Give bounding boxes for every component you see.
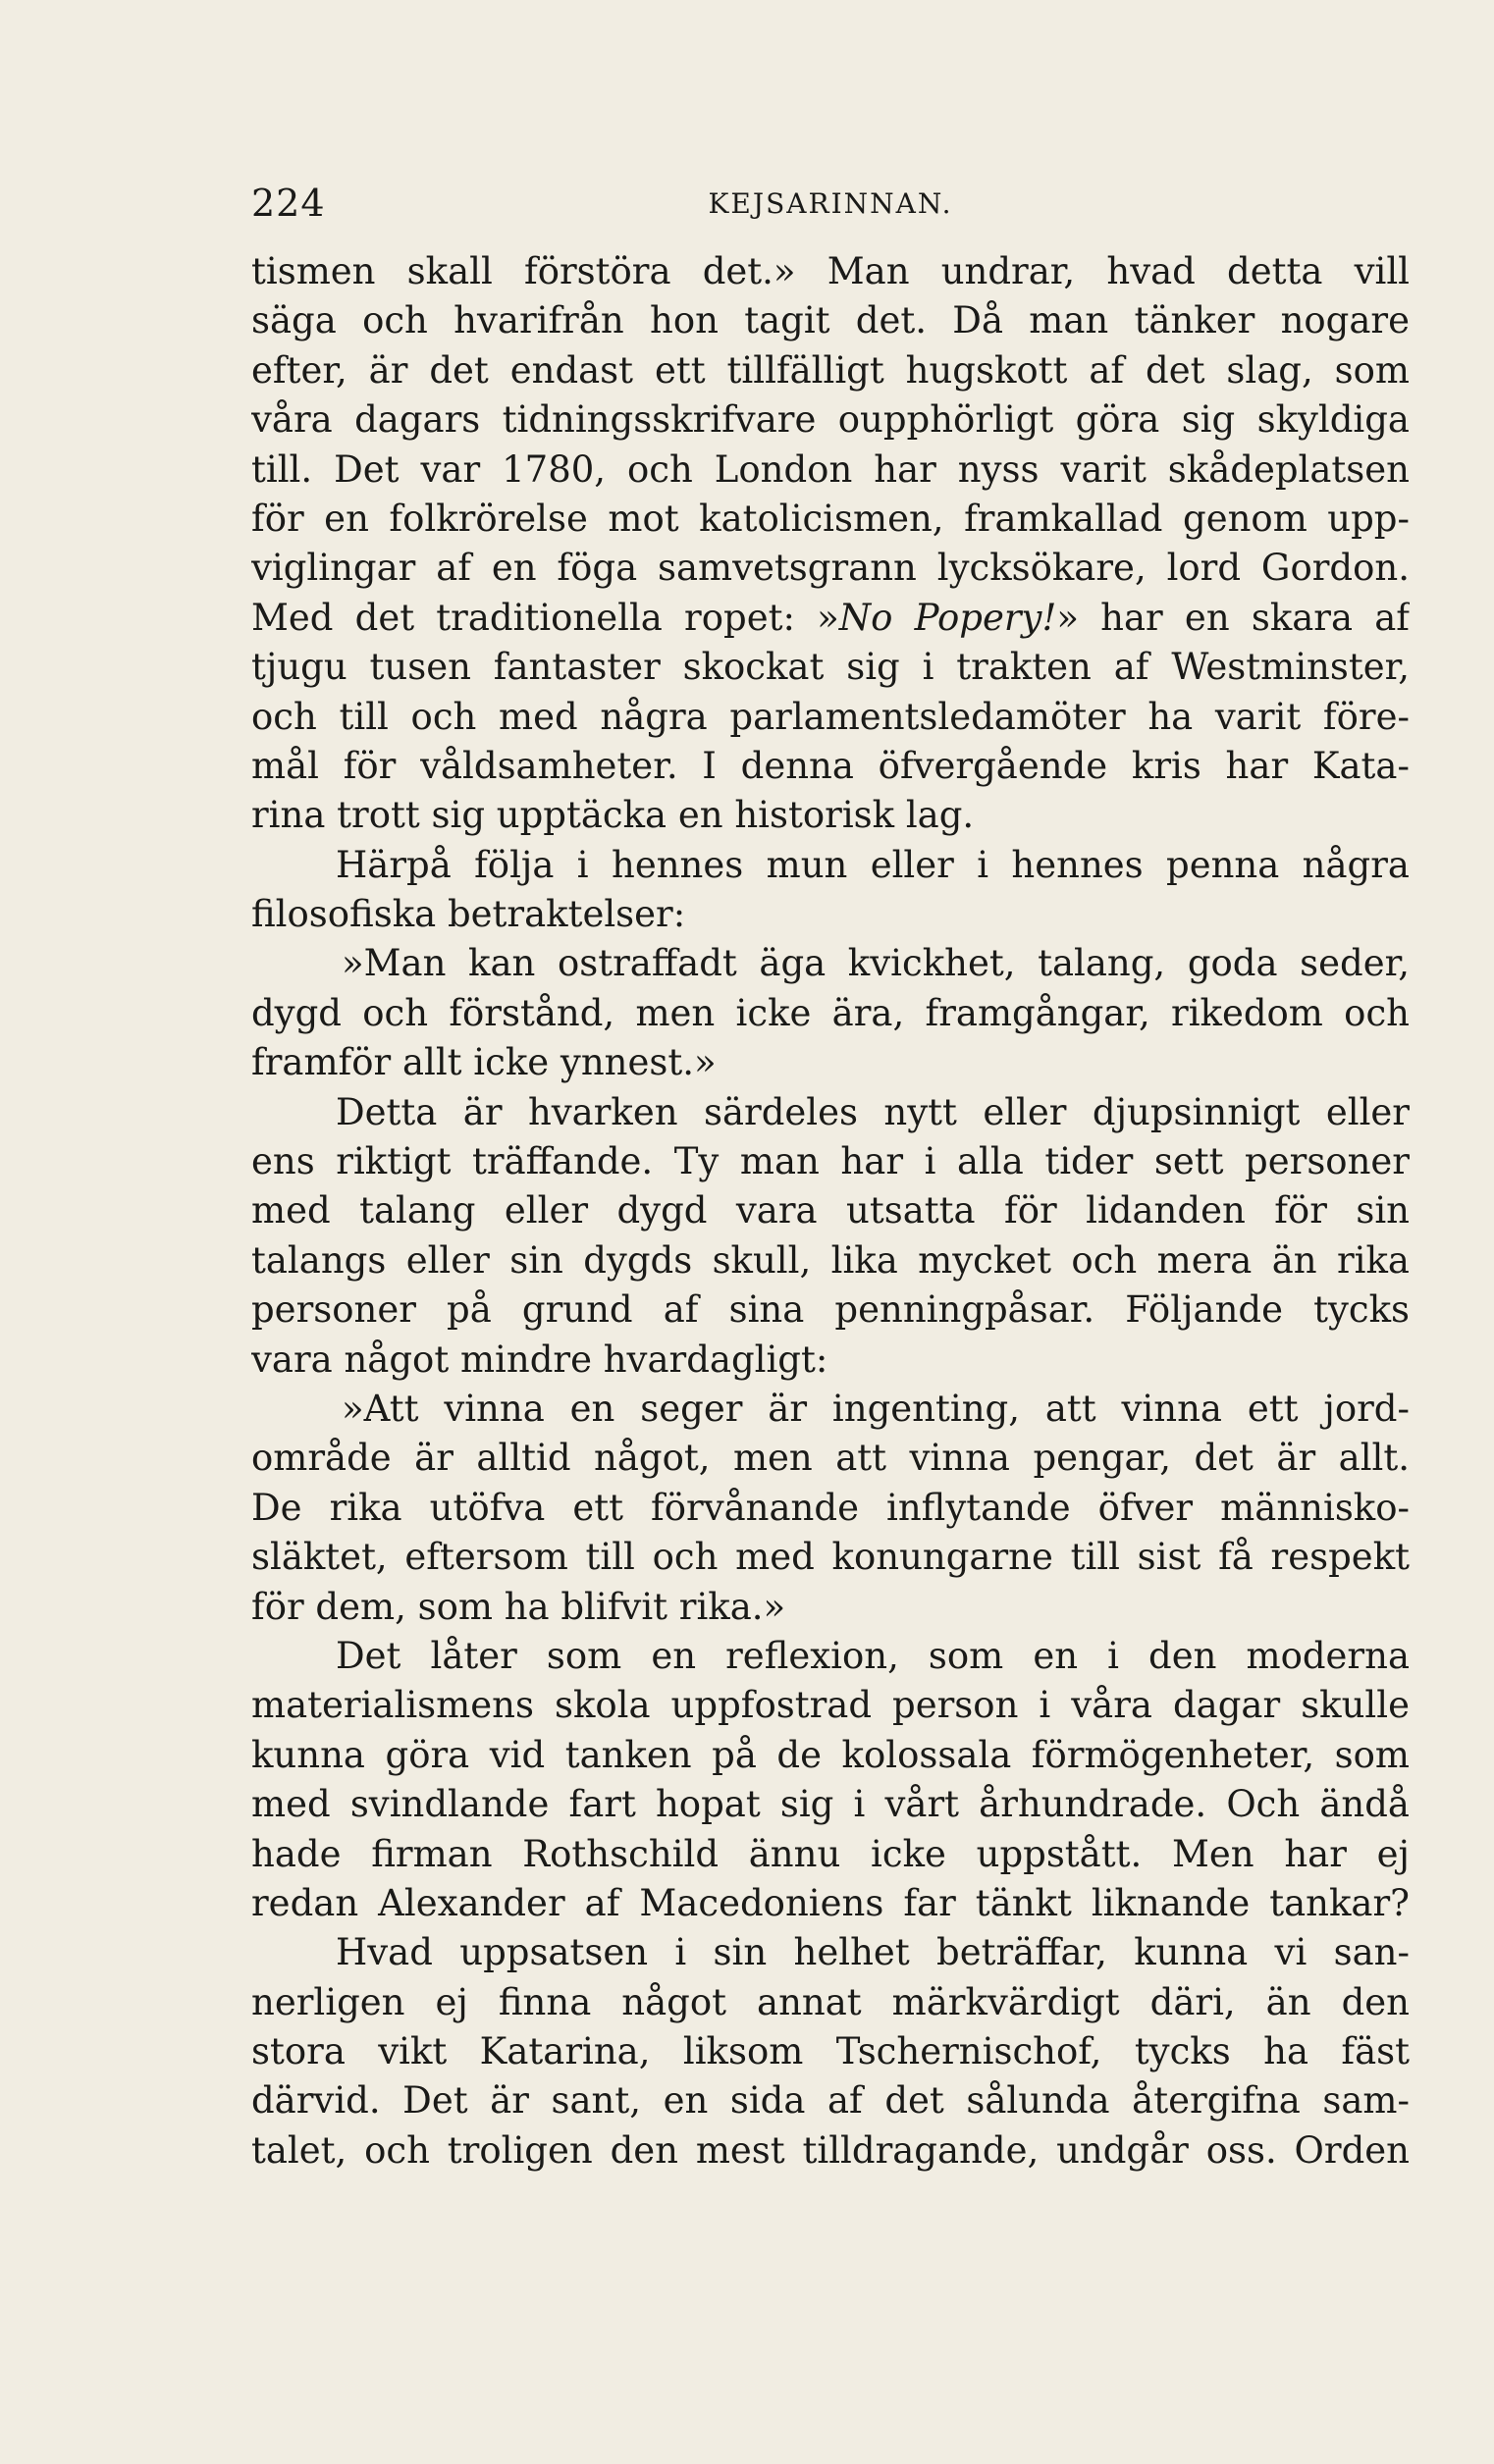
text-line: område är alltid något, men att vinna pengar, det är allt. bbox=[251, 1437, 1410, 1480]
text-line: tismen skall förstöra det.» Man undrar, hvad detta vill bbox=[251, 250, 1410, 292]
text-line: säga och hvarifrån hon tagit det. Då man tänker nogare bbox=[251, 299, 1410, 342]
text-line: tjugu tusen fantaster skockat sig i trakten af Westminster, bbox=[251, 646, 1410, 689]
text-line: för en folkrörelse mot katolicismen, framkallad genom upp- bbox=[251, 497, 1410, 540]
text-line: materialismens skola uppfostrad person i våra dagar skulle bbox=[251, 1684, 1410, 1727]
text-line: mål för våldsamheter. I denna öfvergående kris har Kata- bbox=[251, 744, 1410, 787]
running-head: KEJSARINNAN. bbox=[708, 187, 953, 220]
text-line: De rika utöfva ett förvånande inflytande öfver människo- bbox=[251, 1486, 1410, 1529]
text-line: framför allt icke ynnest.» bbox=[251, 1041, 717, 1084]
text-line: släktet, eftersom till och med konungarne till sist få respekt bbox=[251, 1536, 1410, 1579]
text-line: till. Det var 1780, och London har nyss varit skådeplatsen bbox=[251, 447, 1410, 491]
text-line: Det låter som en reflexion, som en i den moderna bbox=[336, 1634, 1410, 1677]
text-line: Härpå följa i hennes mun eller i hennes penna några bbox=[336, 843, 1410, 886]
text-line: Hvad uppsatsen i sin helhet beträffar, kunna vi san- bbox=[336, 1931, 1410, 1974]
text-line: och till och med några parlamentsledamöter ha varit före- bbox=[251, 695, 1410, 738]
text-line: därvid. Det är sant, en sida af det sålunda återgifna sam- bbox=[251, 2079, 1410, 2123]
text-line: Detta är hvarken särdeles nytt eller djupsinnigt eller bbox=[336, 1090, 1410, 1133]
italic-phrase: No Popery! bbox=[838, 596, 1057, 639]
page-header bbox=[251, 179, 1410, 228]
text-line: med talang eller dygd vara utsatta för lidanden för sin bbox=[251, 1189, 1410, 1232]
text-line: »Att vinna en seger är ingenting, att vinna ett jord- bbox=[342, 1387, 1410, 1430]
text-line: rina trott sig upptäcka en historisk lag. bbox=[251, 794, 975, 837]
text-line: talet, och troligen den mest tilldragande, undgår oss. Orden bbox=[251, 2128, 1410, 2172]
text-line: nerligen ej finna något annat märkvärdigt däri, än den bbox=[251, 1980, 1410, 2023]
text-line: redan Alexander af Macedoniens far tänkt liknande tankar? bbox=[251, 1881, 1410, 1924]
text-line: med svindlande fart hopat sig i vårt århundrade. Och ändå bbox=[251, 1783, 1410, 1826]
text-line: vara något mindre hvardagligt: bbox=[251, 1337, 828, 1381]
text-line: filosofiska betraktelser: bbox=[251, 893, 686, 936]
text-run: » har en skara af bbox=[1056, 596, 1410, 639]
text-run: Med det traditionella ropet: » bbox=[251, 596, 839, 639]
body-text bbox=[251, 247, 1410, 2176]
text-line: för dem, som ha blifvit rika.» bbox=[251, 1585, 786, 1628]
text-line: »Man kan ostraffadt äga kvickhet, talang, goda seder, bbox=[342, 942, 1410, 985]
text-line: viglingar af en föga samvetsgrann lycksökare, lord Gordon. bbox=[251, 547, 1410, 590]
text-line: ens riktigt träffande. Ty man har i alla tider sett personer bbox=[251, 1140, 1410, 1183]
text-line: personer på grund af sina penningpåsar. Följande tycks bbox=[251, 1288, 1410, 1332]
text-line: stora vikt Katarina, liksom Tschernischof, tycks ha fäst bbox=[251, 2030, 1410, 2073]
text-line: kunna göra vid tanken på de kolossala förmögenheter, som bbox=[251, 1733, 1410, 1776]
text-line: dygd och förstånd, men icke ära, framgångar, rikedom och bbox=[251, 991, 1410, 1034]
text-line: hade firman Rothschild ännu icke uppstått. Men har ej bbox=[251, 1832, 1410, 1875]
text-line bbox=[251, 594, 1410, 643]
text-line: våra dagars tidningsskrifvare oupphörligt göra sig skyldiga bbox=[251, 398, 1410, 442]
text-line: efter, är det endast ett tillfälligt hugskott af det slag, som bbox=[251, 348, 1410, 392]
page-number: 224 bbox=[251, 182, 326, 225]
text-line: talangs eller sin dygds skull, lika mycket och mera än rika bbox=[251, 1238, 1410, 1282]
